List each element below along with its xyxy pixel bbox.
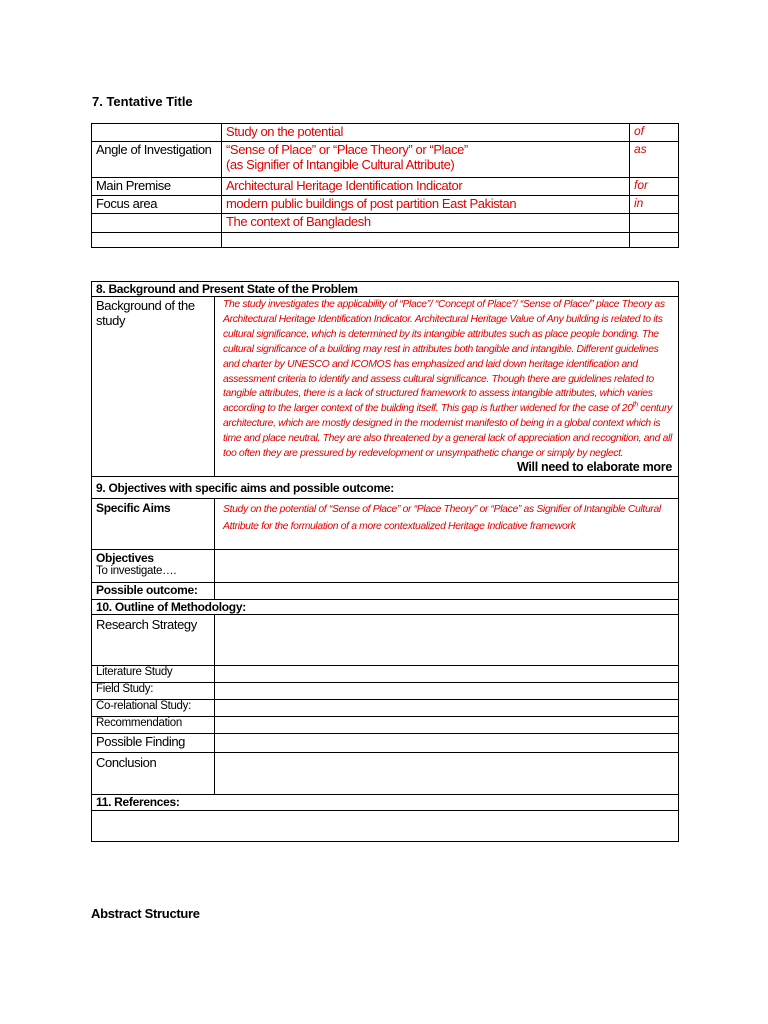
background-row (92, 297, 679, 477)
objectives-cell (215, 550, 679, 583)
section-8-heading: 8. Background and Present State of the Problem (92, 282, 679, 297)
methodology-row (92, 734, 679, 753)
methodology-row (92, 615, 679, 666)
title-row-conj (630, 214, 679, 233)
methodology-label: Field Study: (92, 683, 215, 700)
methodology-label: Conclusion (92, 753, 215, 795)
elaborate-note: Will need to elaborate more (516, 460, 672, 474)
title-row (92, 124, 679, 142)
section-10-heading-row (92, 600, 679, 615)
title-row-conj: of (630, 124, 679, 142)
title-row-label: Focus area (92, 196, 222, 214)
title-row-label (92, 214, 222, 233)
title-row-text: The context of Bangladesh (222, 214, 630, 233)
title-row-text: modern public buildings of post partition East Pakistan (222, 196, 630, 214)
methodology-label: Literature Study (92, 666, 215, 683)
specific-aims-label: Specific Aims (92, 499, 215, 550)
title-row-text-line2: (as Signifier of Intangible Cultural Attribute) (226, 157, 455, 172)
title-row (92, 178, 679, 196)
title-row-conj: in (630, 196, 679, 214)
outcome-label: Possible outcome: (92, 583, 215, 600)
methodology-label: Possible Finding (92, 734, 215, 753)
methodology-label: Co-relational Study: (92, 700, 215, 717)
title-row (92, 196, 679, 214)
background-text-part1: The study investigates the applicability of “Place”/ “Concept of Place”/ “Sense of Place/” place Theory as Architectural Heritage Identification Indicator. Architectural Heritage Value of Any building is related to its cultural significance, which is determined by its intangible attributes such as place people bonding. The cultural significance of a building may rest in attributes both tangible and intangible. Different guidelines and charter by UNESCO and ICOMOS has emphasized and laid down heritage identification and assessment criteria to identify and assess cultural significance. Though there are guidelines related to tangible attributes, there is a lack of structured framework to assess intangible attributes, which varies according to the larger context of the building itself. This gap is further widened for the case of 20 (223, 299, 665, 415)
methodology-label: Recommendation (92, 717, 215, 734)
objectives-label: Objectives (96, 551, 154, 565)
title-row-label: Main Premise (92, 178, 222, 196)
background-label: Background of the study (92, 297, 215, 477)
outcome-cell (215, 583, 679, 600)
methodology-row (92, 717, 679, 734)
abstract-heading: Abstract Structure (91, 906, 200, 921)
proposal-table (91, 281, 679, 842)
title-row-text: Study on the potential (222, 124, 630, 142)
section-8-heading-row (92, 282, 679, 297)
title-row (92, 142, 679, 178)
background-text-sup: th (632, 401, 638, 409)
title-row-label (92, 124, 222, 142)
section-7-heading: 7. Tentative Title (92, 94, 193, 109)
specific-aims-cell (215, 499, 679, 550)
title-row-conj: as (630, 142, 679, 178)
methodology-row (92, 666, 679, 683)
title-row-conj: for (630, 178, 679, 196)
background-text-part2: century architecture, which are mostly designed in the modernist manifesto of being in a global context which is time and place neutral. They are also threatened by a general lack of appreciation and recognition, and all too often they are pressured by redevelopment or unsympathetic change or simply by neglect. (223, 403, 672, 460)
title-row-text (222, 142, 630, 178)
title-row-empty (92, 233, 679, 248)
objectives-label-cell (92, 550, 215, 583)
section-11-heading: 11. References: (92, 795, 679, 811)
background-text (223, 297, 672, 462)
section-10-heading: 10. Outline of Methodology: (92, 600, 679, 615)
objectives-sub: To investigate…. (96, 565, 177, 577)
specific-aims-text: Study on the potential of “Sense of Place” or “Place Theory” or “Place” as Signifier of Intangible Cultural Attribute for the formulation of a more contextualized Heritage Indicative framework (223, 504, 661, 532)
title-row-label: Angle of Investigation (92, 142, 222, 178)
outcome-row (92, 583, 679, 600)
title-row-text: Architectural Heritage Identification Indicator (222, 178, 630, 196)
references-row (92, 811, 679, 842)
background-cell (215, 297, 679, 477)
title-row-text-line1: “Sense of Place” or “Place Theory” or “Place” (226, 142, 468, 157)
section-9-heading-row (92, 477, 679, 499)
specific-aims-row (92, 499, 679, 550)
objectives-row (92, 550, 679, 583)
methodology-row (92, 700, 679, 717)
methodology-label: Research Strategy (92, 615, 215, 666)
section-9-heading: 9. Objectives with specific aims and possible outcome: (92, 477, 679, 499)
tentative-title-table (91, 123, 679, 248)
section-11-heading-row (92, 795, 679, 811)
methodology-row (92, 683, 679, 700)
references-cell (92, 811, 679, 842)
title-row (92, 214, 679, 233)
methodology-row (92, 753, 679, 795)
